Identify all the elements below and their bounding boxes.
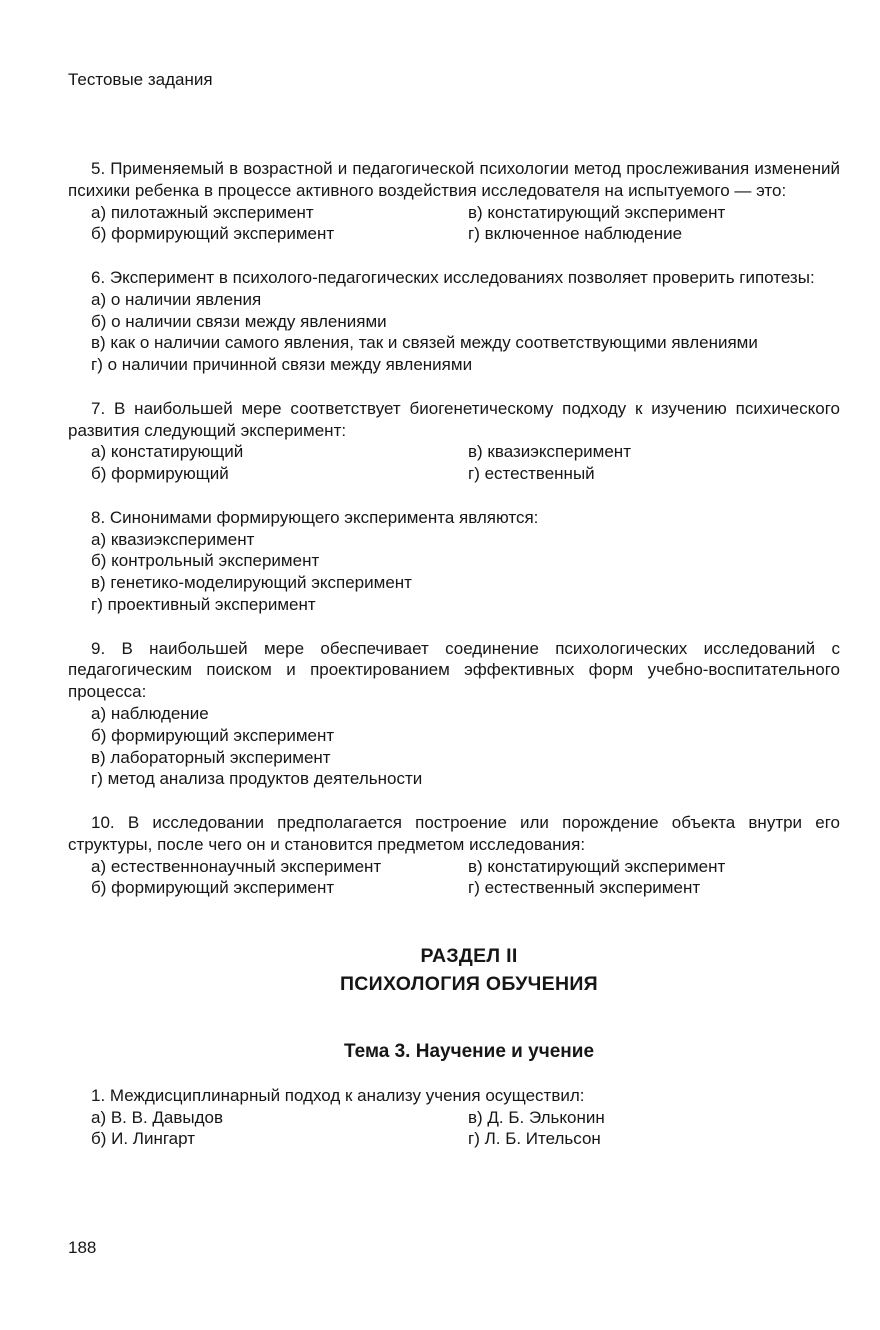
- option-a: а) квазиэксперимент: [91, 529, 255, 549]
- page-number: 188: [68, 1238, 97, 1257]
- option-row: [91, 877, 840, 899]
- option-g: г) Л. Б. Ительсон: [468, 1129, 601, 1149]
- question-7: [68, 398, 840, 485]
- options: [68, 703, 840, 790]
- option-b: б) формирующий эксперимент: [91, 725, 335, 745]
- section-number: РАЗДЕЛ II: [420, 945, 518, 968]
- options: [68, 289, 840, 376]
- option-v: в) констатирующий эксперимент: [468, 856, 726, 876]
- options: [68, 529, 840, 616]
- option-a: а) о наличии явления: [91, 289, 262, 309]
- option-b: б) И. Лингарт: [91, 1129, 195, 1149]
- option-a: а) наблюдение: [91, 703, 209, 723]
- option-v: в) генетико-моделирующий эксперимент: [91, 573, 412, 593]
- question-8: [68, 507, 840, 616]
- option-g: г) о наличии причинной связи между явлениями: [91, 355, 473, 375]
- option-b: б) о наличии связи между явлениями: [91, 311, 387, 331]
- option-row: [91, 463, 840, 485]
- option-b: б) формирующий эксперимент: [91, 878, 335, 898]
- option-v: в) лабораторный эксперимент: [91, 747, 331, 767]
- option-v: в) как о наличии самого явления, так и связей между соответствующими явлениями: [91, 333, 758, 353]
- options: [68, 441, 840, 485]
- option-g: г) естественный: [468, 464, 595, 484]
- page-content: [68, 158, 840, 1172]
- question-text: 6. Эксперимент в психолого-педагогических исследованиях позволяет проверить гипотезы:: [91, 267, 815, 287]
- option-a: а) констатирующий: [91, 442, 244, 462]
- option-b: б) контрольный эксперимент: [91, 551, 320, 571]
- option-v: в) квазиэксперимент: [468, 442, 631, 462]
- question-text: 7. В наибольшей мере соответствует биогенетическому подходу к изучению психического развития следующий эксперимент:: [68, 398, 840, 440]
- option-g: г) включенное наблюдение: [468, 224, 683, 244]
- question-text: 5. Применяемый в возрастной и педагогической психологии метод прослеживания изменений психики ребенка в процессе активного воздействия исследователя на испытуемого — это:: [68, 159, 840, 200]
- options: [68, 1107, 840, 1151]
- option-g: г) метод анализа продуктов деятельности: [91, 769, 423, 789]
- running-header: Тестовые задания: [68, 70, 213, 89]
- option-b: б) формирующий: [91, 464, 229, 484]
- options: [68, 202, 840, 246]
- option-v: в) констатирующий эксперимент: [468, 202, 726, 222]
- option-row: [91, 441, 840, 463]
- section-title: ПСИХОЛОГИЯ ОБУЧЕНИЯ: [339, 973, 598, 996]
- option-a: а) естественнонаучный эксперимент: [91, 856, 382, 876]
- option-row: [91, 223, 840, 245]
- question-text: 1. Междисциплинарный подход к анализу учения осуществил:: [91, 1085, 585, 1105]
- question-1: [68, 1085, 840, 1150]
- option-row: [91, 1107, 840, 1129]
- question-text: 8. Синонимами формирующего эксперимента являются:: [91, 507, 539, 527]
- option-g: г) проективный эксперимент: [91, 594, 316, 614]
- option-b: б) формирующий эксперимент: [91, 224, 335, 244]
- topic-heading: Тема 3. Научение и учение: [343, 1041, 595, 1063]
- question-5: [68, 158, 840, 245]
- option-a: а) В. В. Давыдов: [91, 1107, 224, 1127]
- question-9: [68, 638, 840, 791]
- section-heading: [68, 942, 840, 998]
- question-10: [68, 812, 840, 899]
- option-row: [91, 1128, 840, 1150]
- option-row: [91, 856, 840, 878]
- option-g: г) естественный эксперимент: [468, 878, 701, 898]
- option-row: [91, 202, 840, 224]
- question-6: [68, 267, 840, 376]
- options: [68, 856, 840, 900]
- option-v: в) Д. Б. Эльконин: [468, 1107, 605, 1127]
- question-text: 9. В наибольшей мере обеспечивает соединение психологических исследований с педагогическим поиском и проектированием эффективных форм учебно-воспитательного процесса:: [68, 638, 840, 702]
- option-a: а) пилотажный эксперимент: [91, 202, 314, 222]
- question-text: 10. В исследовании предполагается построение или порождение объекта внутри его структуры, после чего он и становится предметом исследования:: [68, 812, 840, 854]
- question-text-wrap: [68, 1085, 840, 1107]
